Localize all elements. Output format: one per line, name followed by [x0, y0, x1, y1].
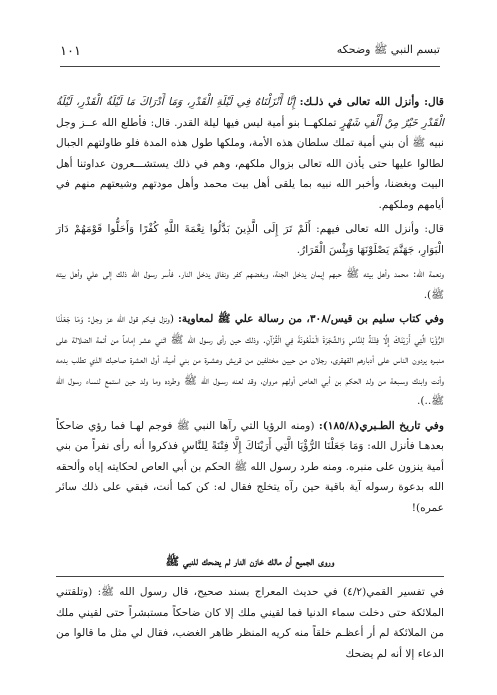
page-header	[60, 40, 440, 62]
paragraph	[56, 219, 444, 260]
paragraph-text: ونعمة الله: محمد وأهل بيته ﷺ حبهم إيمان يدخل الجنة، وبغضهم كفر ونفاق يدخل النار. فأسر رسول الله ذلك إلى علي وأهل بيته ﷺ).	[56, 268, 444, 301]
paragraph	[56, 264, 444, 305]
section-heading: وروى الجميع أن مالك خازن النار لم يضحك للنبي ﷺ	[165, 554, 335, 568]
paragraph	[56, 309, 444, 412]
paragraph	[56, 92, 444, 215]
paragraph-lead: قال: وأنزل الله تعالى في ذلـك:	[299, 96, 445, 108]
paragraph-lead: وفي كتاب سليم بن قيس/٣٠٨، من رسالة علي ﷺ لمعاوية:	[178, 313, 445, 325]
paragraph-lead: في تفسير القمي(٤/٢) في حديث المعراج بسند صحيح، قال رسول الله ﷺ:	[97, 586, 445, 598]
body-text	[56, 92, 444, 522]
running-title: تبسم النبي ﷺ وضحكه	[336, 43, 440, 56]
header-rule	[60, 66, 440, 67]
paragraph-text: تملكهــا بنو أمية ليس فيها ليلة القدر. قال: فأطلع الله عــز وجل نبيه ﷺ أن بني أمية تملك سلطان هذه الأمة، وملكها طول هذه المدة فلو طاولتهم الجبال لطالوا عليها حتى يأذن الله تعالى بزوال ملكهم، وهم في ذلك يستشـــعرون عداوتنا أهل البيت وبغضنا، وأخبر الله نبيه بما يلقى أهل بيت محمد وأهل مودتهم وشيعتهم منهم في أيامهم وملكهم.	[56, 116, 444, 211]
paragraph-lead: وفي تاريخ الطـبري(١٨٥/٨):	[318, 419, 444, 432]
quran-quote: إِنَّا أَنْزَلْنَاهُ فِي لَيْلَةِ الْقَدْرِ، وَمَا أَدْرَاكَ مَا لَيْلَةُ الْقَدْرِ، لَيْلَةُ الْقَدْرِ خَيْرٌ مِنْ أَلْفِ شَهْرٍ	[56, 96, 444, 129]
paragraph-text: (ومنه الرؤيا التي رآها النبي ﷺ فوجم لهـا فما رؤي ضاحكاً بعدهـا فأنزل الله: وَمَا جَعَلْنَا الرُّؤْيَا الَّتِي أَرَيْنَاكَ إِلَّا فِتْنَةً لِلنَّاسِ فذكروا أنه رأى نفراً من بني أمية ينزون على منبره. ومنه طرد رسول الله ﷺ الحكم بن أبي العاص لحكايته إياه وألحقه الله بدعوة رسوله آية باقية حين رآه يتخلج فقال له: كن كما أنت، فبقي على ذلك سائر عمره)!	[56, 419, 444, 514]
page-number: ١٠١	[60, 43, 81, 59]
paragraph	[56, 582, 444, 664]
paragraph-text: (وتلقتني الملائكة حتى دخلت سماء الدنيا فما لقيني ملك إلا كان ضاحكاً مستبشراً حتى لقيني ملك من الملائكة لم أر أعظـم خلقاً منه كريه المنظر ظاهر الغضب، فقال لي مثل ما قالوا من الدعاء إلا أنه لم يضحك	[56, 586, 444, 660]
paragraph-text: قال: وأنزل الله تعالى فيهم: أَلَمْ تَرَ إِلَى الَّذِينَ بَدَّلُوا نِعْمَةَ اللَّهِ كُفْرًا وَأَحَلُّوا قَوْمَهُمْ دَارَ الْبَوَارِ، جَهَنَّمَ يَصْلَوْنَهَا وَبِئْسَ الْقَرَارُ.	[56, 223, 444, 256]
paragraph	[56, 416, 444, 519]
section-heading-rule	[56, 576, 444, 577]
body-text-continued	[56, 582, 444, 664]
paragraph-text: (ونزل فيكم قول الله عز وجل: وَمَا جَعَلْنَا الرُّؤْيَا الَّتِي أَرَيْنَاكَ إِلَّا فِتْنَةً لِلنَّاسِ وَالشَّجَرَةَ الْمَلْعُونَةَ فِي الْقُرْآنِ. وذلك حين رأى رسول الله ﷺ اثني عشر إماماً من أئمة الضلالة على منبـره يردون الناس على أدبارهم القهقرى، رجلان من حيين مختلفين من قريش وعشـرة من بني أمية، أول العشرة صاحبك الذي تطلب بدمه وأنت وابنك وسـبعة من ولد الحكم بن أبي العاص أولهم مروان، وقد لعنه رسـول الله ﷺ وطرده وما ولد حين استمع لنساء رسول الله ﷺ..).	[56, 313, 444, 407]
